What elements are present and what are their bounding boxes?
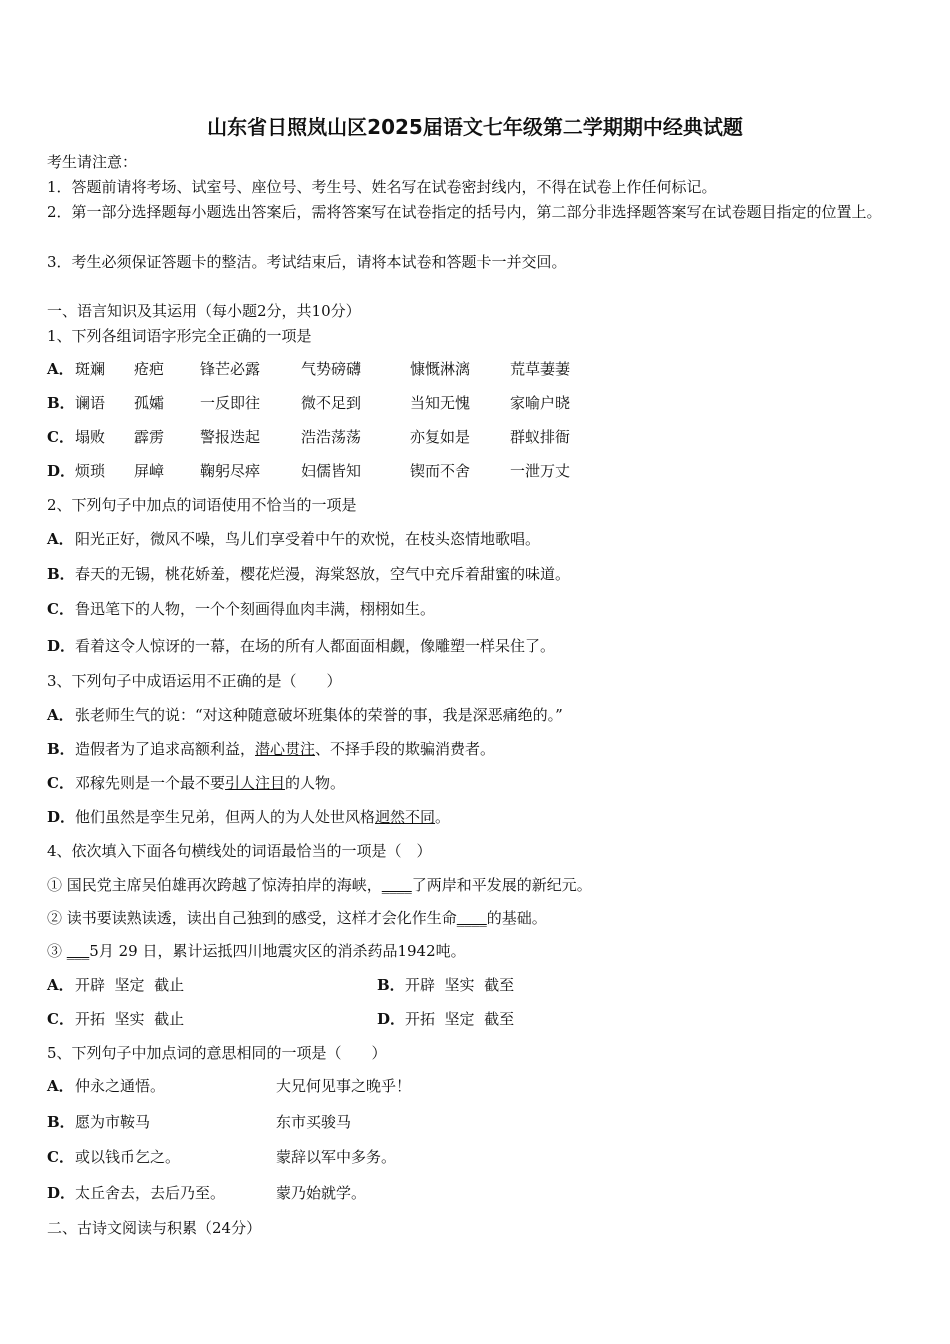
option-label: D． (47, 1184, 76, 1202)
section-2-heading: 二、古诗文阅读与积累（24分） (47, 1219, 262, 1237)
text-pre: 邓稼先则是一个最不要 (75, 774, 226, 792)
option-label: B． (47, 565, 75, 583)
option-label: A． (47, 976, 74, 994)
text-pre: ① 国民党主席吴伯雄再次跨越了惊涛拍岸的海峡， (47, 876, 382, 894)
blank: ____ (456, 909, 487, 927)
option-label: D． (377, 1010, 406, 1028)
option-label: A． (47, 706, 74, 724)
option-label: C． (47, 600, 74, 618)
notice-heading: 考生请注意： (47, 153, 138, 171)
text-post: 了两岸和平发展的新纪元。 (411, 876, 592, 894)
text-post: 的人物。 (285, 774, 346, 792)
q4-sentence-3 (47, 941, 466, 961)
sentence-left: 仲永之通悟。 (75, 1077, 166, 1095)
q4-stem: 4、依次填入下面各句横线处的词语最恰当的一项是（ ） (47, 842, 432, 860)
text-pre: 造假者为了追求高额利益， (75, 740, 256, 758)
option-text (75, 773, 345, 793)
notice-item-2: 2．第一部分选择题每小题选出答案后，需将答案写在试卷指定的括号内，第二部分非选择题答案写在试卷题目指定的位置上。 (47, 203, 882, 221)
option-label: B． (47, 394, 75, 412)
word: 微不足到 (301, 394, 362, 412)
word: 警报迭起 (200, 428, 261, 446)
word: 群蚁排衙 (510, 428, 571, 446)
option-text: 开拓 坚实 截止 (75, 1010, 185, 1028)
option-label: C． (47, 1148, 74, 1166)
word: 锲而不舍 (410, 462, 471, 480)
word: 孤孀 (134, 394, 165, 412)
word: 疮疤 (134, 360, 165, 378)
option-label: C． (47, 774, 74, 792)
option-text (75, 807, 450, 827)
sentence-right: 蒙辞以军中多务。 (276, 1148, 397, 1166)
option-text: 鲁迅笔下的人物，一个个刻画得血肉丰满，栩栩如生。 (75, 600, 436, 618)
word: 当知无愧 (410, 394, 471, 412)
text-post: 的基础。 (486, 909, 547, 927)
q1-stem: 1、下列各组词语字形完全正确的一项是 (47, 327, 312, 345)
word: 谰语 (75, 394, 106, 412)
word: 鞠躬尽瘁 (200, 462, 261, 480)
underlined-idiom: 潜心贯注 (255, 740, 316, 758)
option-label: A． (47, 530, 74, 548)
word: 屏嶂 (134, 462, 165, 480)
option-label: B． (47, 1113, 75, 1131)
word: 霹雳 (134, 428, 165, 446)
word: 浩浩荡荡 (301, 428, 362, 446)
q4-sentence-2 (47, 908, 547, 928)
option-text: 看着这令人惊讶的一幕，在场的所有人都面面相觑，像雕塑一样呆住了。 (75, 637, 556, 655)
word: 慷慨淋漓 (410, 360, 471, 378)
text-pre: 他们虽然是孪生兄弟，但两人的为人处世风格 (75, 808, 376, 826)
word: 一反即往 (200, 394, 261, 412)
text-post: 5月 29 日，累计运抵四川地震灾区的消杀药品1942吨。 (89, 942, 466, 960)
word: 斑斓 (75, 360, 106, 378)
option-label: C． (47, 428, 74, 446)
sentence-left: 或以钱币乞之。 (75, 1148, 181, 1166)
option-text: 阳光正好，微风不噪，鸟儿们享受着中午的欢悦，在枝头恣情地歌唱。 (75, 530, 541, 548)
option-label: D． (47, 637, 76, 655)
word: 一泄万丈 (510, 462, 571, 480)
text-pre: ② 读书要读熟读透，读出自己独到的感受，这样才会化作生命 (47, 909, 457, 927)
blank: ____ (381, 876, 412, 894)
option-label: D． (47, 462, 76, 480)
q3-stem: 3、下列句子中成语运用不正确的是（ ） (47, 672, 342, 690)
notice-item-1: 1．答题前请将考场、试室号、座位号、考生号、姓名写在试卷密封线内，不得在试卷上作任何标记。 (47, 178, 717, 196)
option-label: C． (47, 1010, 74, 1028)
q4-sentence-1 (47, 875, 592, 895)
page-title: 山东省日照岚山区2025届语文七年级第二学期期中经典试题 (207, 115, 743, 139)
sentence-right: 大兄何见事之晚乎！ (276, 1077, 412, 1095)
q5-stem: 5、下列句子中加点词的意思相同的一项是（ ） (47, 1044, 387, 1062)
word: 妇儒皆知 (301, 462, 362, 480)
q2-stem: 2、下列句子中加点的词语使用不恰当的一项是 (47, 496, 357, 514)
text-post: 。 (435, 808, 451, 826)
word: 气势磅礴 (301, 360, 362, 378)
sentence-left: 愿为市鞍马 (75, 1113, 151, 1131)
word: 锋芒必露 (200, 360, 261, 378)
word: 荒草萋萋 (510, 360, 571, 378)
option-label: A． (47, 1077, 74, 1095)
underlined-idiom: 引人注目 (225, 774, 286, 792)
sentence-right: 东市买骏马 (276, 1113, 352, 1131)
option-text: 开辟 坚定 截止 (75, 976, 185, 994)
text-post: 、不择手段的欺骗消费者。 (315, 740, 496, 758)
word: 家喻户晓 (510, 394, 571, 412)
section-1-heading: 一、语言知识及其运用（每小题2分，共10分） (47, 302, 361, 320)
option-label: B． (377, 976, 405, 994)
word: 烦琐 (75, 462, 106, 480)
option-text (75, 739, 495, 759)
option-label: A． (47, 360, 74, 378)
option-label: B． (47, 740, 75, 758)
word: 亦复如是 (410, 428, 471, 446)
word: 塌败 (75, 428, 106, 446)
sentence-left: 太丘舍去，去后乃至。 (75, 1184, 226, 1202)
notice-item-3: 3．考生必须保证答题卡的整洁。考试结束后，请将本试卷和答题卡一并交回。 (47, 253, 567, 271)
text-pre: ③ (47, 942, 67, 960)
option-label: D． (47, 808, 76, 826)
option-text: 开辟 坚实 截至 (405, 976, 515, 994)
blank: ___ (66, 942, 90, 960)
underlined-idiom: 迥然不同 (375, 808, 436, 826)
option-text: 开拓 坚定 截至 (405, 1010, 515, 1028)
sentence-right: 蒙乃始就学。 (276, 1184, 367, 1202)
option-text: 春天的无锡，桃花娇羞，樱花烂漫，海棠怒放，空气中充斥着甜蜜的味道。 (75, 565, 571, 583)
option-text: 张老师生气的说：“对这种随意破坏班集体的荣誉的事，我是深恶痛绝的。” (75, 706, 563, 724)
